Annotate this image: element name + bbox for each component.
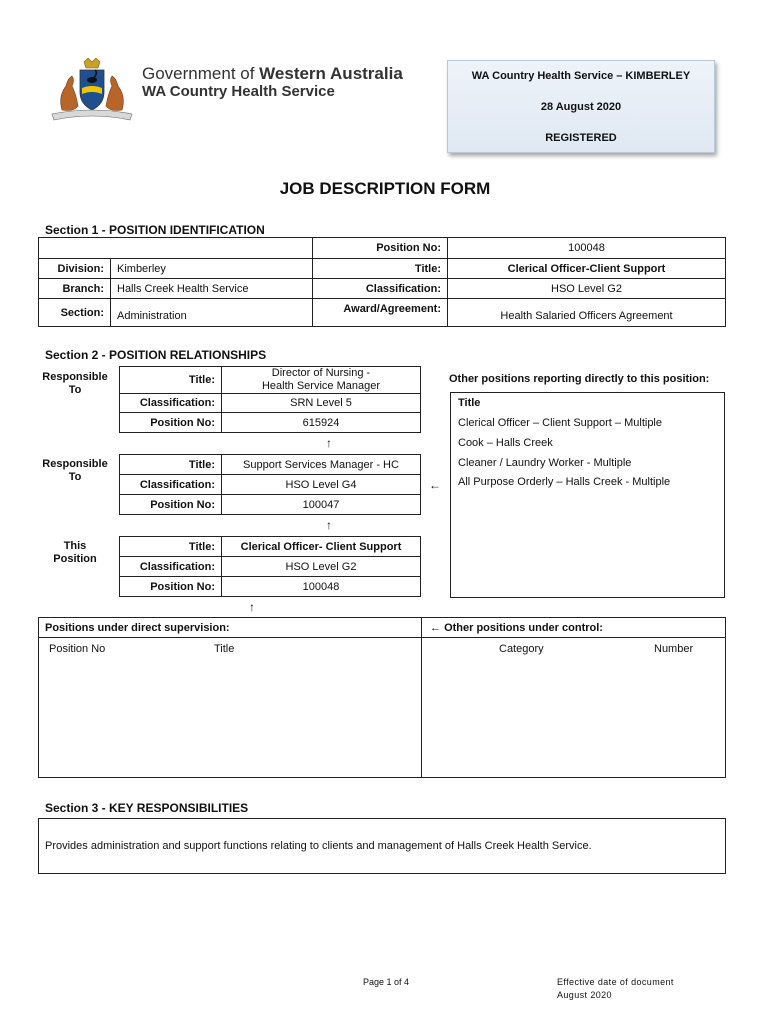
direct-supervision-heading: Positions under direct supervision:	[45, 622, 230, 634]
box2-classification-label: Classification:	[119, 474, 222, 495]
box3-position-no-value: 100048	[221, 576, 421, 597]
box1-position-no-label: Position No:	[119, 412, 222, 433]
section2-heading: Section 2 - POSITION RELATIONSHIPS	[45, 348, 267, 362]
box3-title-value: Clerical Officer- Client Support	[221, 536, 421, 557]
supervision-table-column-divider	[421, 617, 422, 778]
award-label: Award/Agreement:	[312, 298, 448, 327]
section1-heading: Section 1 - POSITION IDENTIFICATION	[45, 223, 265, 237]
column-header-category: Category	[499, 643, 544, 655]
government-name	[142, 64, 403, 84]
government-name-state: Western Australia	[259, 64, 403, 83]
box2-position-no-value: 100047	[221, 494, 421, 515]
box3-position-no-label: Position No:	[119, 576, 222, 597]
department-name: WA Country Health Service	[142, 83, 335, 100]
section3-heading: Section 3 - KEY RESPONSIBILITIES	[45, 801, 249, 815]
box3-classification-label: Classification:	[119, 556, 222, 577]
position-no-value: 100048	[447, 237, 726, 259]
section-label: Section:	[38, 298, 111, 327]
box3-title-label: Title:	[119, 536, 222, 557]
title-value: Clerical Officer-Client Support	[447, 258, 726, 279]
registration-stamp	[447, 60, 715, 153]
page-number: Page 1 of 4	[363, 977, 410, 987]
stamp-status: REGISTERED	[545, 132, 617, 144]
division-label: Division:	[38, 258, 111, 279]
box1-title-value: Director of Nursing - Health Service Manager	[221, 366, 421, 394]
wa-crest-logo	[48, 56, 136, 122]
classification-label: Classification:	[312, 278, 448, 299]
other-control-heading	[430, 622, 603, 634]
other-control-heading-text: Other positions under control:	[444, 622, 603, 634]
division-value: Kimberley	[110, 258, 313, 279]
arrow-left-icon: ←	[430, 622, 441, 634]
key-responsibilities-text: Provides administration and support functions relating to clients and management of Halls Creek Health Service.	[45, 840, 592, 852]
stamp-date: 28 August 2020	[540, 101, 622, 113]
box2-title-label: Title:	[119, 454, 222, 475]
classification-value: HSO Level G2	[447, 278, 726, 299]
other-position-item: Cook – Halls Creek	[458, 437, 553, 449]
branch-label: Branch:	[38, 278, 111, 299]
box2-title-value: Support Services Manager - HC	[221, 454, 421, 475]
box2-classification-value: HSO Level G4	[221, 474, 421, 495]
arrow-up-icon: ↑	[326, 518, 332, 532]
title-label: Title:	[312, 258, 448, 279]
stamp-organisation: WA Country Health Service – KIMBERLEY	[471, 70, 691, 82]
this-position-label: This Position	[53, 540, 97, 565]
box1-position-no-value: 615924	[221, 412, 421, 433]
arrow-up-icon: ↑	[249, 600, 255, 614]
branch-value: Halls Creek Health Service	[110, 278, 313, 299]
box2-position-no-label: Position No:	[119, 494, 222, 515]
box1-classification-label: Classification:	[119, 393, 222, 413]
box3-classification-value: HSO Level G2	[221, 556, 421, 577]
other-position-item: Cleaner / Laundry Worker - Multiple	[458, 457, 632, 469]
box1-classification-value: SRN Level 5	[221, 393, 421, 413]
other-position-item: All Purpose Orderly – Halls Creek - Multiple	[458, 476, 671, 488]
arrow-up-icon: ↑	[326, 436, 332, 450]
supervision-table	[38, 617, 726, 778]
responsible-to-label-2: Responsible To	[42, 458, 108, 483]
section-value: Administration	[110, 298, 313, 327]
other-positions-title-header: Title	[458, 397, 481, 409]
column-header-title: Title	[214, 643, 235, 655]
government-name-prefix: Government of	[142, 64, 260, 83]
supervision-table-divider	[38, 637, 726, 638]
column-header-position-no: Position No	[49, 643, 106, 655]
effective-date-label: Effective date of document	[557, 977, 674, 987]
form-title: JOB DESCRIPTION FORM	[279, 179, 491, 198]
arrow-left-icon: ←	[429, 478, 441, 492]
other-position-item: Clerical Officer – Client Support – Multiple	[458, 417, 662, 429]
award-value: Health Salaried Officers Agreement	[447, 298, 726, 327]
column-header-number: Number	[654, 643, 694, 655]
position-no-label: Position No:	[312, 237, 448, 259]
responsible-to-label-1: Responsible To	[42, 371, 108, 396]
other-positions-heading: Other positions reporting directly to this position:	[449, 373, 710, 385]
effective-date-value: August 2020	[557, 990, 612, 1000]
box1-title-label: Title:	[119, 366, 222, 394]
